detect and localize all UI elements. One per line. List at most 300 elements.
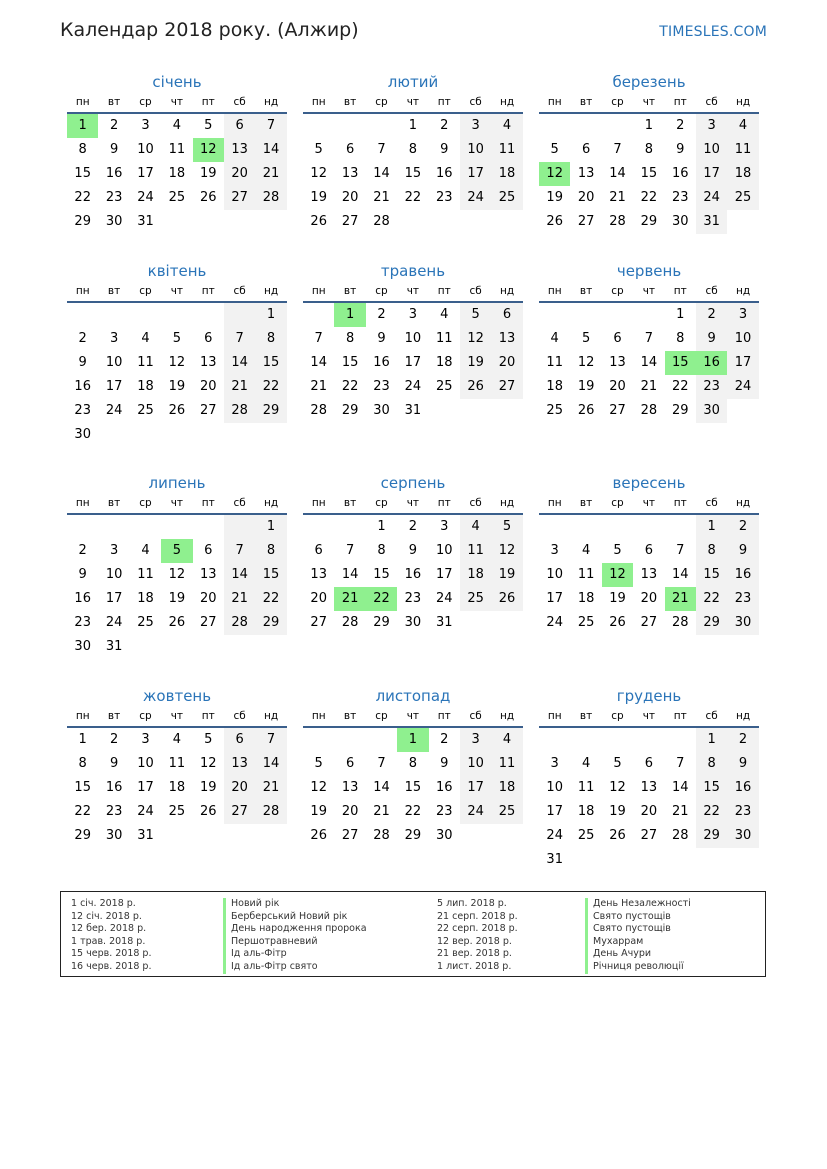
week-row <box>67 752 287 776</box>
day-cell: 29 <box>696 611 727 635</box>
day-cell: 27 <box>199 615 217 630</box>
day-cell: 11 <box>460 539 491 563</box>
empty-day-cell <box>334 114 365 138</box>
weekday-label: сб <box>233 285 246 297</box>
week-row <box>303 587 523 611</box>
day-cell: 6 <box>224 114 255 138</box>
weekday-label: нд <box>735 497 751 509</box>
day-cell: 18 <box>546 379 563 394</box>
holiday-day-cell: 1 <box>67 114 98 138</box>
day-cell: 30 <box>74 427 91 442</box>
day-cell: 24 <box>105 615 123 630</box>
empty-day-cell <box>539 114 570 138</box>
empty-day-cell <box>303 114 334 138</box>
empty-day-cell <box>491 824 522 848</box>
week-row <box>303 303 523 327</box>
day-cell: 31 <box>546 852 563 867</box>
weekday-label: ср <box>139 497 152 509</box>
day-cell: 30 <box>696 399 727 423</box>
day-cell: 21 <box>224 587 255 611</box>
weekday-label: нд <box>735 285 751 297</box>
day-cell: 28 <box>373 828 390 843</box>
holiday-date: 21 вер. 2018 р. <box>437 948 512 960</box>
empty-day-cell <box>696 848 727 872</box>
day-cell: 13 <box>310 567 327 582</box>
day-cell: 18 <box>727 162 758 186</box>
day-cell: 26 <box>609 828 626 843</box>
day-cell: 3 <box>109 331 119 346</box>
day-cell: 10 <box>546 567 563 582</box>
weekday-label: чт <box>170 285 184 297</box>
day-cell: 22 <box>404 190 422 205</box>
weekday-label: пт <box>201 497 215 509</box>
day-cell: 17 <box>460 162 491 186</box>
week-row <box>67 563 287 587</box>
holiday-date: 12 вер. 2018 р. <box>437 935 512 947</box>
weekday-label: нд <box>499 285 515 297</box>
day-cell: 10 <box>727 327 758 351</box>
day-cell: 31 <box>404 403 422 418</box>
weekday-header <box>303 708 523 728</box>
day-cell: 15 <box>696 776 727 800</box>
week-row <box>67 800 287 824</box>
day-cell: 23 <box>435 804 453 819</box>
empty-day-cell <box>130 635 161 659</box>
day-cell: 21 <box>255 776 286 800</box>
week-row <box>67 539 287 563</box>
weekday-label: пн <box>547 497 562 509</box>
week-row <box>539 138 759 162</box>
weekday-label: пн <box>311 285 326 297</box>
day-cell: 7 <box>224 327 255 351</box>
day-cell: 30 <box>105 828 123 843</box>
weekday-header <box>539 495 759 515</box>
day-cell: 19 <box>199 780 217 795</box>
day-cell: 23 <box>727 800 758 824</box>
weekday-label: нд <box>499 497 515 509</box>
empty-day-cell <box>334 728 365 752</box>
day-cell: 23 <box>727 587 758 611</box>
day-cell: 30 <box>74 639 91 654</box>
holiday-name: День Незалежності <box>585 898 691 911</box>
day-cell: 21 <box>373 804 390 819</box>
day-cell: 26 <box>609 615 626 630</box>
weekday-label: пт <box>673 710 687 722</box>
day-cell: 6 <box>345 142 355 157</box>
month-7 <box>67 473 287 659</box>
day-cell: 23 <box>671 190 689 205</box>
day-cell: 1 <box>644 118 653 133</box>
weekday-label: чт <box>642 285 656 297</box>
day-cell: 11 <box>577 567 595 582</box>
weekday-header <box>303 283 523 303</box>
day-cell: 21 <box>640 379 658 394</box>
holiday-date: 5 лип. 2018 р. <box>437 898 507 909</box>
day-cell: 13 <box>341 780 359 795</box>
month-name: січень <box>152 73 202 91</box>
day-cell: 14 <box>341 567 359 582</box>
day-cell: 9 <box>78 355 87 370</box>
day-cell: 8 <box>408 756 417 771</box>
empty-day-cell <box>602 515 633 539</box>
empty-day-cell <box>98 303 129 327</box>
week-row <box>303 800 523 824</box>
day-cell: 20 <box>491 351 522 375</box>
holiday-day-cell: 15 <box>665 351 696 375</box>
week-row <box>539 162 759 186</box>
empty-day-cell <box>193 210 224 234</box>
day-cell: 19 <box>609 591 626 606</box>
day-cell: 28 <box>255 800 286 824</box>
empty-day-cell <box>539 303 570 327</box>
day-cell: 17 <box>727 351 758 375</box>
day-cell: 22 <box>74 804 91 819</box>
day-cell: 6 <box>345 756 355 771</box>
day-cell: 24 <box>696 186 727 210</box>
day-cell: 29 <box>696 824 727 848</box>
day-cell: 29 <box>255 399 286 423</box>
empty-day-cell <box>633 848 664 872</box>
day-cell: 23 <box>696 375 727 399</box>
weekday-label: вт <box>579 497 593 509</box>
day-cell: 8 <box>408 142 417 157</box>
day-cell: 7 <box>676 543 685 558</box>
empty-day-cell <box>193 635 224 659</box>
week-row <box>539 186 759 210</box>
day-cell: 12 <box>310 780 327 795</box>
day-cell: 29 <box>404 828 422 843</box>
day-cell: 5 <box>550 142 559 157</box>
empty-day-cell <box>130 515 161 539</box>
empty-day-cell <box>224 423 255 447</box>
month-1 <box>67 72 287 234</box>
day-cell: 4 <box>581 756 591 771</box>
weekday-label: чт <box>170 497 184 509</box>
week-row <box>67 375 287 399</box>
weekday-label: чт <box>406 497 420 509</box>
day-cell: 5 <box>204 732 213 747</box>
day-cell: 5 <box>204 118 213 133</box>
day-cell: 1 <box>676 307 685 322</box>
empty-day-cell <box>193 303 224 327</box>
month-name: червень <box>616 262 682 280</box>
empty-day-cell <box>570 515 601 539</box>
day-cell: 26 <box>460 375 491 399</box>
day-cell: 26 <box>168 403 186 418</box>
weekday-label: чт <box>170 710 184 722</box>
day-cell: 15 <box>640 166 658 181</box>
day-cell: 3 <box>408 307 417 322</box>
day-cell: 4 <box>440 307 449 322</box>
day-cell: 28 <box>255 186 286 210</box>
day-cell: 4 <box>581 543 591 558</box>
day-cell: 5 <box>581 331 591 346</box>
day-cell: 9 <box>109 142 119 157</box>
empty-day-cell <box>460 611 491 635</box>
weekday-label: ср <box>611 96 624 108</box>
day-cell: 28 <box>640 403 658 418</box>
day-cell: 8 <box>78 756 87 771</box>
week-row <box>539 848 759 872</box>
day-cell: 20 <box>199 379 217 394</box>
week-row <box>303 351 523 375</box>
empty-day-cell <box>491 210 522 234</box>
weekday-label: сб <box>469 96 482 108</box>
holiday-date: 12 бер. 2018 р. <box>71 923 147 935</box>
day-cell: 17 <box>696 162 727 186</box>
weekday-label: чт <box>642 497 656 509</box>
day-cell: 19 <box>577 379 595 394</box>
holiday-date: 1 лист. 2018 р. <box>437 960 512 972</box>
week-row <box>539 375 759 399</box>
day-cell: 31 <box>137 214 154 229</box>
day-cell: 13 <box>199 567 217 582</box>
day-cell: 21 <box>224 375 255 399</box>
day-cell: 9 <box>377 331 386 346</box>
day-cell: 7 <box>676 756 685 771</box>
day-cell: 1 <box>78 732 87 747</box>
weekday-label: чт <box>642 96 656 108</box>
day-cell: 2 <box>78 543 87 558</box>
week-row <box>67 611 287 635</box>
empty-day-cell <box>665 848 696 872</box>
week-row <box>67 776 287 800</box>
day-cell: 28 <box>310 403 327 418</box>
day-cell: 29 <box>74 828 91 843</box>
empty-day-cell <box>366 728 397 752</box>
holiday-name: Ід аль-Фітр <box>223 948 367 961</box>
weekday-label: сб <box>705 96 718 108</box>
weekday-label: ср <box>139 285 152 297</box>
weekday-label: чт <box>170 96 184 108</box>
holiday-name: Новий рік <box>223 898 367 911</box>
month-5 <box>303 261 523 423</box>
day-cell: 20 <box>224 776 255 800</box>
weekday-header <box>539 708 759 728</box>
week-row <box>303 728 523 752</box>
day-cell: 27 <box>491 375 522 399</box>
day-cell: 3 <box>727 303 758 327</box>
day-cell: 12 <box>168 355 186 370</box>
holiday-day-cell: 12 <box>539 162 570 186</box>
day-cell: 9 <box>78 567 87 582</box>
day-cell: 25 <box>168 804 186 819</box>
day-cell: 25 <box>727 186 758 210</box>
weekday-label: ср <box>375 285 388 297</box>
day-cell: 9 <box>408 543 417 558</box>
day-cell: 5 <box>613 756 622 771</box>
day-cell: 20 <box>341 804 359 819</box>
week-row <box>303 327 523 351</box>
day-cell: 11 <box>435 331 453 346</box>
day-cell: 3 <box>141 732 150 747</box>
day-cell: 19 <box>310 804 327 819</box>
week-row <box>67 351 287 375</box>
day-cell: 3 <box>460 114 491 138</box>
day-cell: 9 <box>440 142 449 157</box>
weekday-header <box>303 94 523 114</box>
day-cell: 8 <box>377 543 386 558</box>
day-cell: 6 <box>491 303 522 327</box>
empty-day-cell <box>665 728 696 752</box>
day-cell: 22 <box>640 190 658 205</box>
day-cell: 10 <box>105 567 123 582</box>
empty-day-cell <box>224 303 255 327</box>
week-row <box>67 824 287 848</box>
weekday-label: ср <box>139 710 152 722</box>
day-cell: 7 <box>255 114 286 138</box>
weekday-label: ср <box>375 710 388 722</box>
month-name: березень <box>612 73 686 91</box>
day-cell: 7 <box>255 728 286 752</box>
day-cell: 26 <box>577 403 595 418</box>
empty-day-cell <box>570 848 601 872</box>
empty-day-cell <box>161 423 192 447</box>
day-cell: 18 <box>168 166 186 181</box>
day-cell: 24 <box>137 804 154 819</box>
day-cell: 31 <box>435 615 453 630</box>
site-link[interactable]: TIMESLES.COM <box>659 24 767 40</box>
day-cell: 17 <box>404 355 422 370</box>
day-cell: 14 <box>640 355 658 370</box>
day-cell: 11 <box>577 780 595 795</box>
day-cell: 11 <box>546 355 563 370</box>
empty-day-cell <box>98 515 129 539</box>
week-row <box>67 399 287 423</box>
day-cell: 1 <box>696 728 727 752</box>
day-cell: 14 <box>671 567 689 582</box>
week-row <box>67 635 287 659</box>
day-cell: 17 <box>105 591 123 606</box>
day-cell: 19 <box>609 804 626 819</box>
empty-day-cell <box>602 848 633 872</box>
day-cell: 23 <box>373 379 390 394</box>
week-row <box>539 399 759 423</box>
weekday-label: ср <box>611 497 624 509</box>
month-9 <box>539 473 759 635</box>
holiday-day-cell: 1 <box>397 728 428 752</box>
day-cell: 23 <box>105 190 123 205</box>
day-cell: 20 <box>224 162 255 186</box>
day-cell: 17 <box>546 591 563 606</box>
holiday-name: День народження пророка <box>223 923 367 936</box>
month-name: липень <box>148 474 206 492</box>
day-cell: 8 <box>644 142 653 157</box>
weekday-label: ср <box>375 497 388 509</box>
empty-day-cell <box>633 303 664 327</box>
holiday-day-cell: 12 <box>602 563 633 587</box>
day-cell: 2 <box>408 519 417 534</box>
day-cell: 25 <box>577 615 595 630</box>
week-row <box>303 824 523 848</box>
day-cell: 12 <box>491 539 522 563</box>
day-cell: 7 <box>377 756 386 771</box>
day-cell: 10 <box>460 138 491 162</box>
day-cell: 13 <box>224 752 255 776</box>
empty-day-cell <box>161 635 192 659</box>
day-cell: 15 <box>341 355 359 370</box>
weekday-label: сб <box>233 497 246 509</box>
day-cell: 17 <box>460 776 491 800</box>
month-name: грудень <box>616 687 682 705</box>
month-name: листопад <box>375 687 451 705</box>
day-cell: 27 <box>640 828 658 843</box>
day-cell: 2 <box>727 728 758 752</box>
day-cell: 13 <box>491 327 522 351</box>
day-cell: 15 <box>404 166 422 181</box>
day-cell: 3 <box>440 519 449 534</box>
day-cell: 4 <box>727 114 758 138</box>
weekday-label: вт <box>343 285 357 297</box>
day-cell: 17 <box>105 379 123 394</box>
day-cell: 4 <box>491 114 522 138</box>
holiday-dates-right <box>437 898 518 974</box>
day-cell: 6 <box>581 142 591 157</box>
day-cell: 15 <box>255 351 286 375</box>
week-row <box>539 114 759 138</box>
day-cell: 18 <box>168 780 186 795</box>
weekday-label: вт <box>343 96 357 108</box>
weekday-label: пт <box>201 285 215 297</box>
day-cell: 24 <box>137 190 154 205</box>
day-cell: 22 <box>671 379 689 394</box>
week-row <box>303 399 523 423</box>
week-row <box>67 587 287 611</box>
day-cell: 4 <box>141 543 150 558</box>
empty-day-cell <box>67 303 98 327</box>
weekday-header <box>67 708 287 728</box>
day-cell: 18 <box>577 591 595 606</box>
week-row <box>539 303 759 327</box>
weekday-label: сб <box>469 710 482 722</box>
day-cell: 29 <box>341 403 359 418</box>
weekday-label: нд <box>735 710 751 722</box>
week-row <box>67 728 287 752</box>
day-cell: 8 <box>676 331 685 346</box>
day-cell: 21 <box>310 379 327 394</box>
week-row <box>67 210 287 234</box>
month-6 <box>539 261 759 423</box>
holiday-date: 22 серп. 2018 р. <box>437 923 518 935</box>
weekday-label: нд <box>499 96 515 108</box>
empty-day-cell <box>334 515 365 539</box>
day-cell: 7 <box>224 539 255 563</box>
holiday-day-cell: 1 <box>334 303 365 327</box>
empty-day-cell <box>224 635 255 659</box>
weekday-header <box>67 94 287 114</box>
day-cell: 20 <box>310 591 327 606</box>
day-cell: 11 <box>168 756 186 771</box>
weekday-label: ср <box>611 285 624 297</box>
week-row <box>539 587 759 611</box>
weekday-label: пт <box>437 285 451 297</box>
holiday-name: День Ачури <box>585 948 691 961</box>
day-cell: 22 <box>74 190 91 205</box>
day-cell: 22 <box>341 379 359 394</box>
day-cell: 12 <box>577 355 595 370</box>
day-cell: 24 <box>404 379 422 394</box>
day-cell: 24 <box>435 591 453 606</box>
day-cell: 15 <box>74 166 91 181</box>
week-row <box>539 728 759 752</box>
day-cell: 27 <box>341 214 359 229</box>
day-cell: 15 <box>255 563 286 587</box>
weekday-label: сб <box>469 497 482 509</box>
week-row <box>539 351 759 375</box>
empty-day-cell <box>602 114 633 138</box>
day-cell: 10 <box>696 138 727 162</box>
day-cell: 5 <box>314 142 323 157</box>
